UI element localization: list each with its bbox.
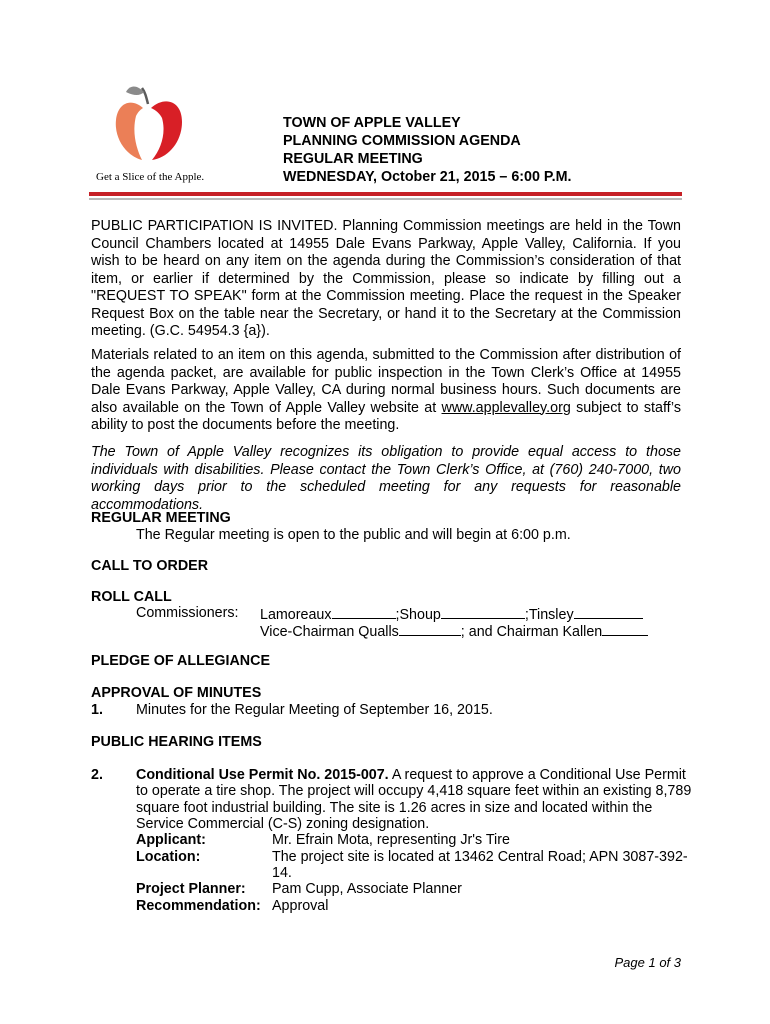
approval-heading: APPROVAL OF MINUTES xyxy=(91,685,262,701)
header-town: TOWN OF APPLE VALLEY xyxy=(283,115,461,131)
roll-call-line-2 xyxy=(260,622,648,641)
planner-value: Pam Cupp, Associate Planner xyxy=(272,881,462,897)
header-rule xyxy=(89,192,682,196)
cup-line-1 xyxy=(136,767,686,784)
header-meeting-type: REGULAR MEETING xyxy=(283,151,423,167)
call-to-order-heading: CALL TO ORDER xyxy=(91,558,209,574)
regular-meeting-heading: REGULAR MEETING xyxy=(91,510,231,526)
materials-text-end: subject to staff’s ability to post the documents before the meeting. xyxy=(91,399,681,433)
page-number: Page 1 of 3 xyxy=(614,955,681,970)
header-rule-shadow xyxy=(89,198,682,200)
logo-tagline: Get a Slice of the Apple. xyxy=(96,171,205,183)
applicant-label: Applicant: xyxy=(136,832,206,848)
blank-line xyxy=(602,622,648,636)
commissioners-label: Commissioners: xyxy=(136,605,239,621)
commissioner-tinsley: ;Tinsley xyxy=(524,607,574,623)
blank-line xyxy=(574,605,643,619)
planner-label: Project Planner: xyxy=(136,881,246,897)
public-participation-paragraph: PUBLIC PARTICIPATION IS INVITED. Planning Commission meetings are held in the Town Council Chambers located at 14955 Dale Evans Parkway, Apple Valley, California. If you wish to be heard on any item on the agenda during the Commission’s consideration of that item, or earlier if determined by the Commission, please so indicate by filling out a "REQUEST TO SPEAK" form at the Commission meeting. Place the request in the Speaker Request Box on the table near the Secretary, or hand it to the Secretary at the Commission meeting. (G.C. 54954.3 {a}). xyxy=(91,218,681,339)
header-agenda: PLANNING COMMISSION AGENDA xyxy=(283,133,521,149)
pledge-heading: PLEDGE OF ALLEGIANCE xyxy=(91,653,270,669)
cup-line-4: Service Commercial (C-S) zoning designation. xyxy=(136,816,430,832)
cup-title: Conditional Use Permit No. 2015-007. xyxy=(136,767,389,783)
commissioner-lamoreaux: Lamoreaux xyxy=(260,607,332,623)
commissioner-kallen: ; and Chairman Kallen xyxy=(460,624,603,640)
blank-line xyxy=(332,605,396,619)
location-value: The project site is located at 13462 Central Road; APN 3087-392- xyxy=(272,849,688,865)
materials-text: Materials related to an item on this agenda, submitted to the Commission after distribution of the agenda packet, are available for public inspection in the Town Clerk’s Office at 14955 Dale Evans Parkway, Apple Valley, CA during normal business hours. Such documents are also available on the Town of Apple Valley website at xyxy=(91,347,681,416)
cup-line-2: to operate a tire shop. The project will occupy 4,418 square feet within an existing 8,789 xyxy=(136,783,692,799)
commissioner-shoup: ;Shoup xyxy=(395,607,441,623)
apple-icon xyxy=(96,82,214,174)
cup-line-3: square foot industrial building. The site is 1.26 acres in size and located within the xyxy=(136,800,653,816)
materials-paragraph xyxy=(91,347,681,435)
recommendation-value: Approval xyxy=(272,898,329,914)
blank-line xyxy=(399,622,461,636)
public-hearing-heading: PUBLIC HEARING ITEMS xyxy=(91,734,262,750)
minutes-item-text: Minutes for the Regular Meeting of September 16, 2015. xyxy=(136,702,493,718)
location-label: Location: xyxy=(136,849,201,865)
applicant-value: Mr. Efrain Mota, representing Jr's Tire xyxy=(272,832,510,848)
header-date: WEDNESDAY, October 21, 2015 – 6:00 P.M. xyxy=(283,169,572,185)
roll-call-heading: ROLL CALL xyxy=(91,589,172,605)
commissioner-qualls: Vice-Chairman Qualls xyxy=(260,624,399,640)
location-value-cont: 14. xyxy=(272,865,292,881)
website-link[interactable]: www.applevalley.org xyxy=(441,399,571,416)
recommendation-label: Recommendation: xyxy=(136,898,261,914)
blank-line xyxy=(441,605,525,619)
regular-meeting-text: The Regular meeting is open to the public and will begin at 6:00 p.m. xyxy=(136,527,571,543)
item-number-1: 1. xyxy=(91,702,103,718)
cup-description-start: A request to approve a Conditional Use Permit xyxy=(388,767,686,783)
item-number-2: 2. xyxy=(91,767,103,783)
accessibility-paragraph: The Town of Apple Valley recognizes its obligation to provide equal access to those individuals with disabilities. Please contact the Town Clerk’s Office, at (760) 240-7000, two working days prior to the scheduled meeting for any requests for reasonable accommodations. xyxy=(91,444,681,513)
